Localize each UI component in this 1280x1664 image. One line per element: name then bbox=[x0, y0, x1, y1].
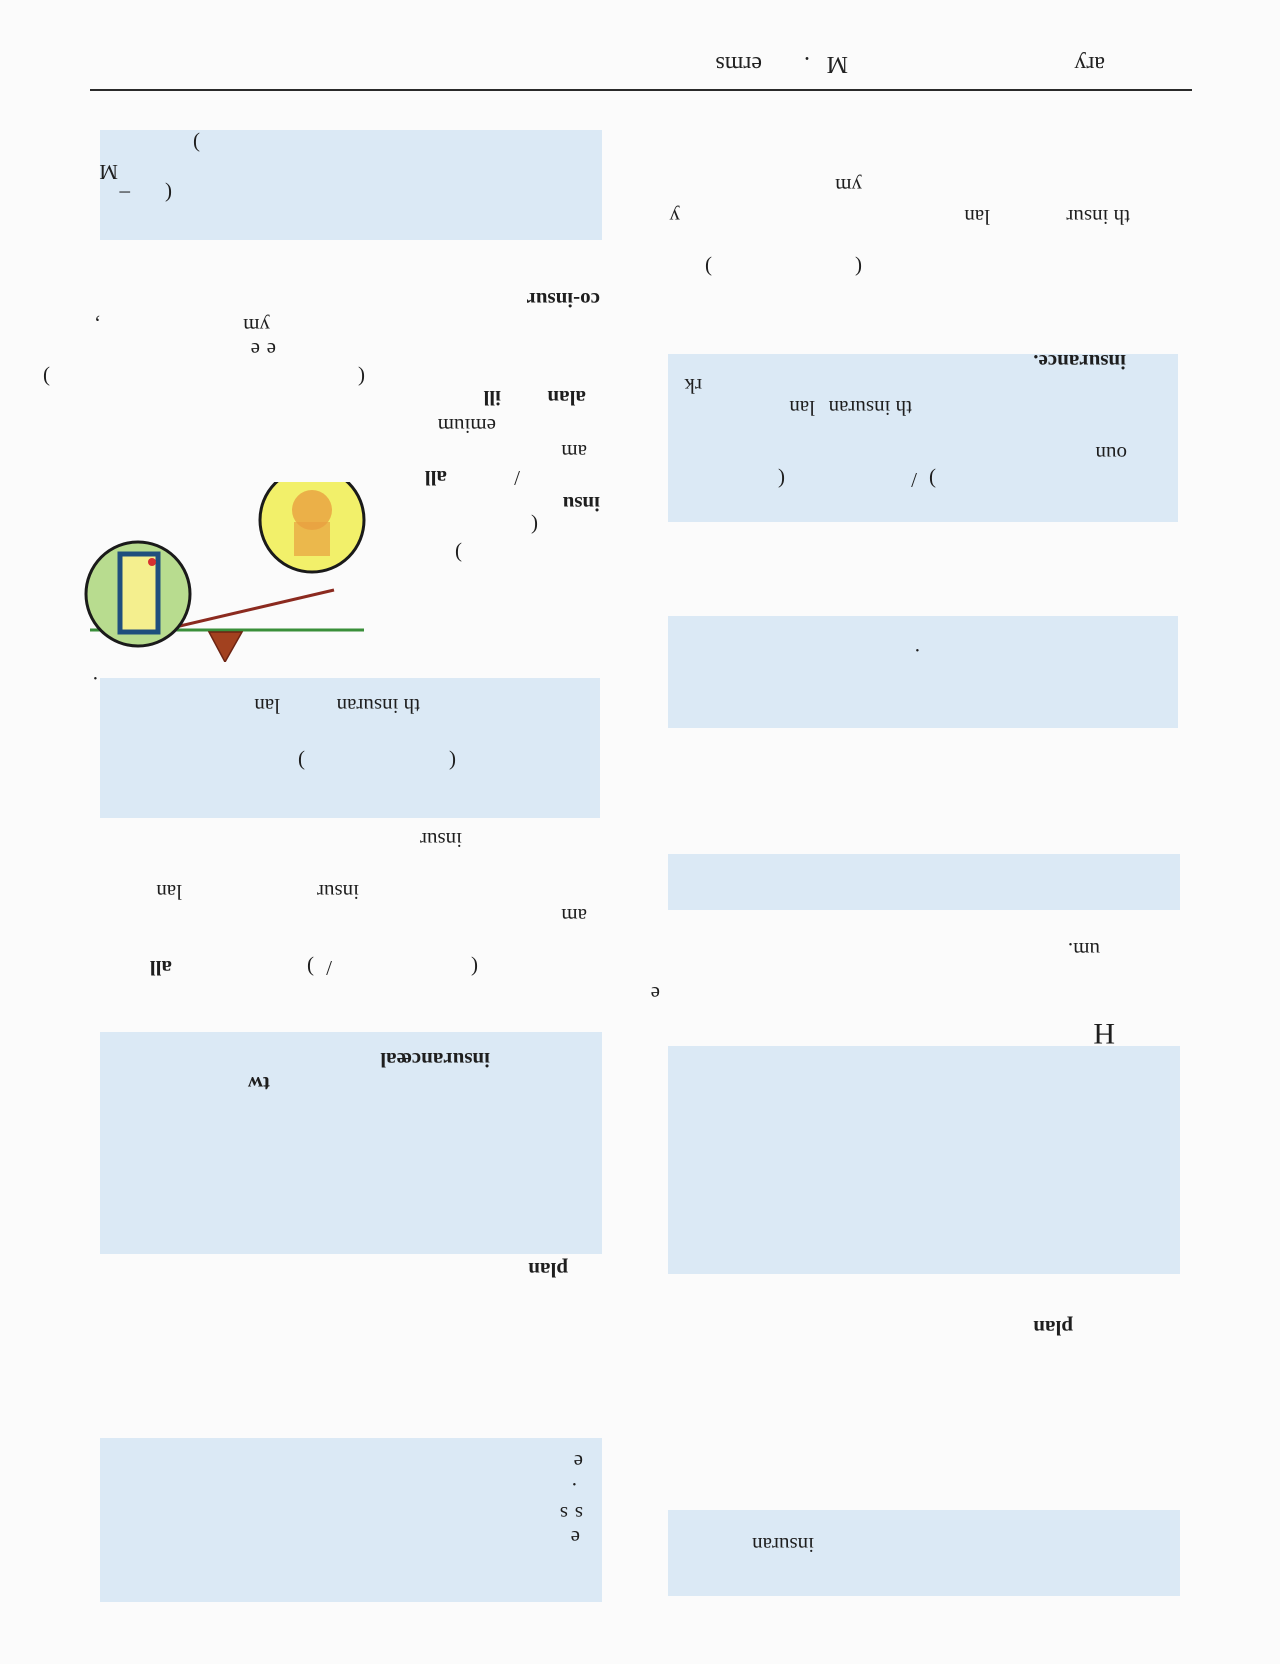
illus-emium: emium bbox=[437, 414, 496, 438]
box-f-e1: e bbox=[573, 1450, 583, 1474]
box-h-lan: lan bbox=[254, 694, 280, 718]
box-g-eal: eal bbox=[380, 1048, 406, 1072]
illus-comma: , bbox=[94, 314, 100, 338]
header-right-fragment: erms bbox=[715, 51, 762, 77]
box-e-oun: oun bbox=[1095, 442, 1127, 466]
bottom-lan: lan bbox=[964, 205, 990, 229]
header-mid-fragment: M bbox=[826, 51, 848, 77]
box-f-e2: e bbox=[570, 1526, 580, 1550]
paren-open: ( bbox=[855, 256, 862, 280]
illus-slash: / bbox=[514, 466, 520, 490]
plan-label-right: plan bbox=[528, 1258, 568, 1282]
glossary-box-b bbox=[668, 1046, 1180, 1274]
box-h-paren-close: ) bbox=[298, 750, 305, 774]
heading-letter: H bbox=[1093, 1017, 1115, 1050]
header-rule bbox=[90, 89, 1192, 91]
fulcrum-icon bbox=[209, 632, 242, 662]
slash-paren-close: ) bbox=[307, 956, 314, 980]
box-i-dash: – bbox=[119, 182, 130, 206]
glossary-box-e bbox=[668, 354, 1178, 522]
box-g-insurance: insurance bbox=[402, 1048, 490, 1072]
illus-paren-close: ) bbox=[455, 542, 462, 566]
header-dot: . bbox=[804, 51, 810, 77]
card-dot-icon bbox=[148, 558, 156, 566]
box-e-th-insuran: th insuran bbox=[828, 396, 912, 420]
slash-mid: / bbox=[326, 956, 332, 980]
all-fragment: all bbox=[149, 956, 172, 980]
insur-fragment: insur bbox=[420, 828, 462, 852]
illus-ym: ym bbox=[243, 314, 270, 338]
box-h-th-insuran: th insuran bbox=[336, 694, 420, 718]
box-g-tw: tw bbox=[247, 1072, 270, 1096]
illus-all: all bbox=[424, 466, 447, 490]
illus-paren-close-2: ) bbox=[43, 366, 50, 390]
box-h-paren-open: ( bbox=[449, 750, 456, 774]
illus-insu: insu bbox=[562, 492, 600, 516]
um-fragment: um. bbox=[1067, 938, 1100, 962]
illus-e2: e bbox=[250, 338, 260, 362]
box-d-fragment: . bbox=[914, 644, 920, 668]
coin-medical-base bbox=[294, 522, 330, 556]
illus-am: am bbox=[561, 440, 587, 464]
illus-co-insur: co-insur bbox=[526, 288, 600, 312]
box-e-rk: rk bbox=[684, 374, 702, 398]
glossary-box-i bbox=[100, 130, 602, 240]
insur-line-insur: insur bbox=[317, 880, 359, 904]
illus-alan: alan bbox=[547, 386, 586, 410]
am-fragment: am bbox=[561, 904, 587, 928]
bottom-th-insur: th insur bbox=[1066, 205, 1130, 229]
illus-paren-open-2: ( bbox=[358, 366, 365, 390]
box-f-dot: . bbox=[571, 1478, 577, 1502]
plan-label-left: plan bbox=[1033, 1316, 1073, 1340]
ym-fragment: ym bbox=[835, 174, 862, 198]
paren-close: ) bbox=[705, 256, 712, 280]
box-i-paren-close: ) bbox=[193, 132, 200, 156]
seesaw-illustration bbox=[82, 482, 372, 662]
box-e-paren-close: ) bbox=[929, 468, 936, 492]
illus-ill: ill bbox=[483, 386, 501, 410]
glossary-box-a bbox=[668, 1510, 1180, 1596]
e-fragment: e bbox=[650, 982, 660, 1006]
box-a-fragment: insuran bbox=[752, 1533, 814, 1557]
illus-e1: e bbox=[266, 338, 276, 362]
box-f-s2: s bbox=[559, 1502, 568, 1526]
box-e-lan: lan bbox=[789, 396, 815, 420]
header-left-fragment: ary bbox=[1074, 51, 1105, 77]
box-f-s1: s bbox=[574, 1502, 583, 1526]
illus-paren-open: ( bbox=[531, 514, 538, 538]
box-e-paren-open: ( bbox=[778, 468, 785, 492]
glossary-box-f bbox=[100, 1438, 602, 1602]
bottom-y: y bbox=[669, 205, 680, 229]
box-e-slash: / bbox=[911, 468, 917, 492]
box-e-insurance: insurance. bbox=[1033, 350, 1126, 374]
glossary-box-d bbox=[668, 616, 1178, 728]
slash-paren-open: ( bbox=[471, 956, 478, 980]
glossary-box-c bbox=[668, 854, 1180, 910]
box-i-m: M bbox=[99, 160, 118, 184]
glossary-box-g bbox=[100, 1032, 602, 1254]
box-h-dot: . bbox=[92, 672, 98, 696]
insur-line-lan: lan bbox=[156, 880, 182, 904]
box-i-paren-open: ( bbox=[165, 182, 172, 206]
